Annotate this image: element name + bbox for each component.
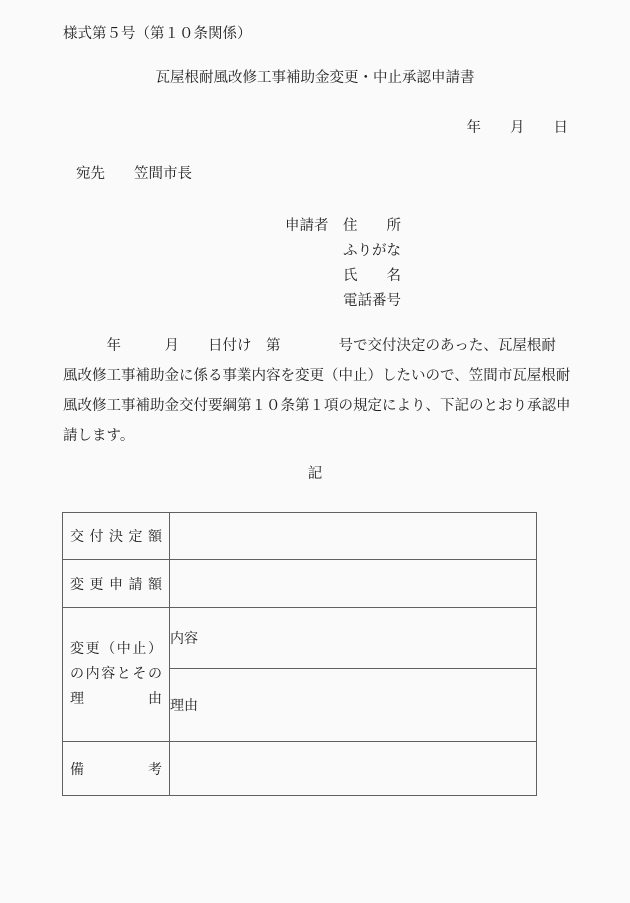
section-marker: 記 (307, 466, 323, 482)
detail-label-cell (63, 608, 170, 742)
applicant-block (285, 214, 401, 314)
applicant-line-furigana: ふりがな (285, 243, 401, 259)
detail-reason-label: 理由 (170, 698, 198, 714)
form-number: 様式第５号（第１０条関係） (63, 26, 252, 42)
table-row-change-amount (63, 560, 537, 608)
detail-label-line: 理由 (70, 691, 162, 707)
grant-amount-value-cell (170, 513, 537, 560)
remarks-value-cell (170, 742, 537, 796)
detail-label (70, 637, 162, 712)
date-line: 年 月 日 (466, 120, 568, 136)
grant-amount-label-cell (63, 513, 170, 560)
grant-amount-label: 交付決定額 (70, 529, 162, 545)
detail-reason-cell (170, 669, 537, 742)
body-line: 風改修工事補助金交付要綱第１０条第１項の規定により、下記のとおり承認申 (63, 398, 571, 414)
detail-content-label: 内容 (170, 631, 198, 647)
table-row-grant-amount (63, 513, 537, 560)
table-row-remarks (63, 742, 537, 796)
detail-label-line: の内容とその (70, 666, 162, 682)
remarks-label: 備考 (70, 761, 162, 778)
details-table (62, 512, 537, 796)
change-amount-label: 変更申請額 (70, 576, 162, 593)
body-paragraph (63, 331, 573, 451)
detail-content-cell (170, 608, 537, 669)
applicant-line-phone: 電話番号 (285, 293, 401, 309)
applicant-line-name: 氏 名 (285, 268, 401, 284)
change-amount-label-cell (63, 560, 170, 608)
remarks-label-cell (63, 742, 170, 796)
body-line: 風改修工事補助金に係る事業内容を変更（中止）したいので、笠間市瓦屋根耐 (63, 368, 571, 384)
table-row-detail-content (63, 608, 537, 669)
change-amount-value-cell (170, 560, 537, 608)
body-line: 年 月 日付け 第 号で交付決定のあった、瓦屋根耐 (63, 338, 556, 354)
detail-label-line: 変更（中止） (70, 641, 162, 657)
addressee-line: 宛先 笠間市長 (76, 166, 192, 182)
body-line: 請します。 (63, 428, 135, 444)
applicant-line-address: 申請者 住 所 (285, 218, 401, 234)
document-title: 瓦屋根耐風改修工事補助金変更・中止承認申請書 (155, 70, 475, 86)
